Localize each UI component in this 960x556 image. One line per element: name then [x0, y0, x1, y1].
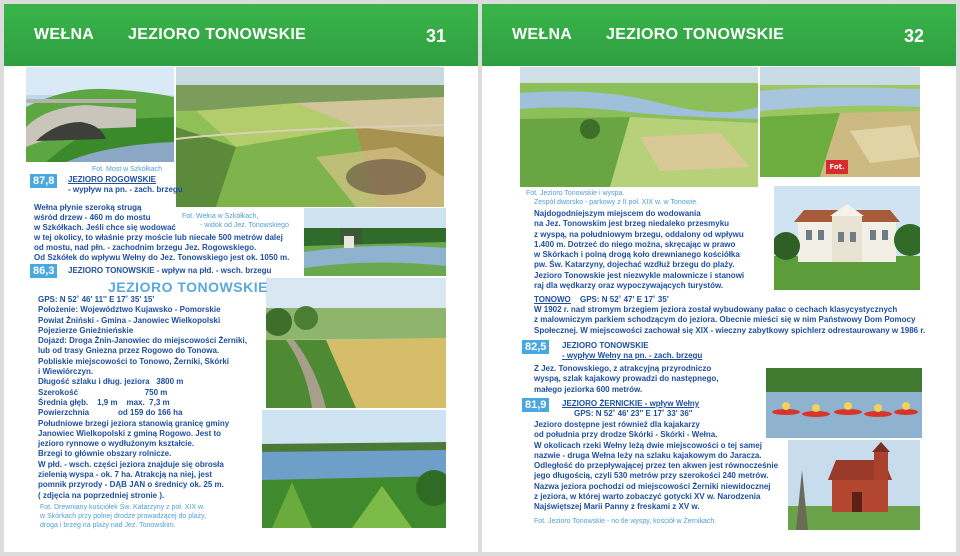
p1-line: pw. Św. Katarzyny, dojechać wzdłuż brzegu do plaży.	[534, 260, 735, 270]
river-photo	[304, 208, 446, 276]
p4-line: Jezioro dostępne jest również dla kajakarzy	[534, 420, 700, 429]
info-line: Średnia głęb. 1,9 m max. 7,3 m	[38, 397, 170, 407]
p4-line: Najświętszej Marii Panny z freskami z XV w.	[534, 502, 700, 512]
intro-line-6: Od Szkółek do wpływu Wełny do Jez. Tonowskiego jest ok. 1050 m.	[34, 253, 290, 262]
right-page-header	[482, 4, 956, 66]
p4-line: W okolicach rzeki Wełny leżą dwie miejscowości o tej samej	[534, 440, 762, 450]
p4-line: Odległość do przepływającej przez ten akwen jest równocześnie	[534, 461, 779, 471]
p4-line: jego długością, czyli 530 metrów przy szerokości 240 metrów.	[534, 471, 769, 481]
info-line: Pojezierze Gnieźnieńskie	[38, 325, 134, 335]
bridge-photo	[26, 67, 174, 162]
km2-label: JEZIORO TONOWSKIE - wpływ na płd. - wsch. brzegu	[68, 266, 272, 275]
p1-line: na Jez. Tonowskim jest brzeg niedaleko przesmyku	[534, 219, 730, 229]
header-lake: JEZIORO TONOWSKIE	[128, 26, 307, 43]
church-photo	[788, 440, 920, 530]
palace-photo	[774, 186, 920, 290]
left-page	[4, 4, 478, 552]
km1-sub: - wypływ na pn. - zach. brzegu	[68, 185, 183, 194]
info-line: Południowe brzegi jeziora stanowią granicę gminy	[38, 418, 230, 428]
paragraph-2	[534, 305, 925, 336]
info-line: lub od trasy Gniezna przez Rogowo do Tonowa.	[38, 346, 220, 356]
p4-line: nazwie - druga Wełna leży na szlaku kajakowym do Jaracza.	[534, 450, 762, 460]
bottom-caption-3: droga i brzeg na plaży nad Jez. Tonowskim.	[40, 522, 176, 529]
info-line: ( zdjęcia na poprzedniej stronie ).	[38, 490, 165, 500]
info-line: Janowiec Wielkopolski z gminą Rogowo. Jest to	[38, 428, 222, 438]
header-lake: JEZIORO TONOWSKIE	[606, 26, 785, 43]
intro-line-4: w tej okolicy, to właśnie przy moście lub niecałe 500 metrów dalej	[34, 233, 283, 242]
km4-gps: GPS: N 52˚ 46' 23'' E 17˚ 33' 36''	[574, 409, 693, 418]
intro-line-2: wśród drzew - 460 m do mostu	[34, 213, 151, 222]
info-line: Brzegi to głównie obszary rolnicze.	[38, 449, 172, 459]
bottom-caption: Fot. Jezioro Tonowskie - no tle wyspy, kościół w Żernikach.	[534, 518, 717, 525]
km3-sub: - wypływ Wełny na pn. - zach. brzegu	[562, 351, 703, 360]
info-line: jezioro rynnowe o wydłużonym kształcie.	[38, 439, 195, 449]
tonowo-label: TONOWO	[534, 295, 571, 304]
top-caption-1: Fot. Jezioro Tonowskie i wyspa.	[526, 190, 625, 197]
top-caption-2: Zespół dworsko - parkowy z II poł. XIX w. w Tonowie.	[534, 199, 699, 206]
info-line: GPS: N 52˚ 46' 11'' E 17˚ 35' 15'	[38, 295, 155, 304]
p3-line: wyspą, szlak kajakowy prowadzi do następnego,	[534, 374, 719, 384]
p1-line: Najdogodniejszym miejscem do wodowania	[534, 209, 701, 218]
lake-info	[38, 295, 266, 501]
lake-photo	[262, 410, 446, 528]
p3-line: małego jeziorka 600 metrów.	[534, 384, 643, 394]
km3-label: JEZIORO TONOWSKIE	[562, 341, 649, 350]
p1-line: raj dla wędkarzy oraz wypoczywających turystów.	[534, 281, 724, 291]
p1-line: Jezioro Tonowskie jest niezwykle malownicze i stanowi	[534, 270, 745, 280]
info-line: W płd. - wsch. części jeziora znajduje się obrosła	[38, 459, 224, 469]
p2-line: Społecznej. W miejscowości zachował się XIX - wieczny zabytkowy spichlerz odrestaurowany w 1986 r.	[534, 325, 926, 335]
bottom-caption-2: w Skórkach przy polnej drodze prowadzącej do plaży,	[40, 513, 207, 520]
page-number: 32	[903, 26, 924, 46]
road-photo	[266, 278, 446, 408]
aerial-photo-1	[176, 67, 444, 207]
info-line: pomnik przyrody - DĄB JAN o średnicy ok. 25 m.	[38, 480, 224, 490]
header-river: WEŁNA	[34, 26, 95, 43]
p4-line: Nazwa jeziora pochodzi od miejscowości Żerniki niewidocznej	[534, 481, 771, 491]
lake-title: JEZIORO TONOWSKIE	[108, 279, 268, 295]
paragraph-1	[534, 209, 744, 291]
info-line: Długość szlaku i dług. jeziora 3800 m	[38, 377, 184, 387]
info-line: Położenie: Województwo Kujawsko - Pomorskie	[38, 305, 221, 315]
info-line: Dojazd: Droga Żnin-Janowiec do miejscowości Żerniki,	[38, 336, 247, 346]
bridge-photo-caption: Fot. Most w Szkółkach	[92, 166, 163, 173]
photo-logo: Fot. M.N.	[826, 160, 848, 174]
info-line: Powiat Żniński - Gmina - Janowiec Wielkopolski	[38, 315, 221, 325]
p1-line: 1.400 m. Dotrzeć do niego można, skręcając w prawo	[534, 239, 736, 249]
left-page-header	[4, 4, 478, 66]
kayaks-photo	[766, 368, 922, 438]
header-river: WEŁNA	[512, 26, 573, 43]
bottom-caption-1: Fot. Drewniany kościółek Św. Katarzyny z poł. XIX w.	[40, 504, 205, 511]
p4-line: od południa przy drodze Skórki - Skórki - Wełna.	[534, 430, 718, 440]
km-marker-82-5: 82,5	[522, 340, 549, 354]
info-line: Szerokość 750 m	[38, 387, 168, 397]
km1-label: JEZIORO ROGOWSKIE	[68, 175, 157, 184]
info-line: Pobliskie miejscowości to Tonowo, Żerniki, Skórki	[38, 356, 230, 366]
tonowo-gps: GPS: N 52˚ 47' E 17˚ 35'	[580, 295, 669, 304]
paragraph-4	[534, 420, 778, 513]
info-line: i Wiewiórczyn.	[38, 367, 94, 377]
intro-line-1: Wełna płynie szeroką strugą	[34, 203, 142, 212]
intro-line-3: w Szkółkach. Jeśli chce się wodować	[34, 223, 176, 232]
p2-line: z malowniczym parkiem schodzącym do jeziora. Obecnie mieści się w nim Państwowy Dom Pomocy	[534, 315, 916, 325]
p3-line: Z Jez. Tonowskiego, z atrakcyjną przyrodniczo	[534, 364, 712, 373]
photo2-caption-2: - widok od Jez. Tonowskiego	[200, 222, 289, 229]
paragraph-3	[534, 364, 719, 395]
photo2-caption: Fot. Wełna w Szkółkach,	[182, 213, 259, 220]
right-page	[482, 4, 956, 552]
p2-line: W 1902 r. nad stromym brzegiem jeziora został wybudowany pałac o cechach klasycystycznych	[534, 305, 898, 314]
km-marker-86-3: 86,3	[30, 264, 57, 278]
aerial-photo-lake	[520, 67, 758, 187]
p1-line: w Skórkach i polną drogą koło drewnianego kościółka	[534, 250, 740, 260]
km-marker-87-8: 87,8	[30, 174, 57, 188]
info-line: Powierzchnia od 159 do 166 ha	[38, 408, 183, 418]
km4-label: JEZIORO ŻERNICKIE - wpływ Wełny	[562, 399, 700, 408]
p4-line: z jeziora, w której warto zobaczyć gotycki XV w. Narodzenia	[534, 492, 761, 502]
km-marker-81-9: 81,9	[522, 398, 549, 412]
intro-line-5: od mostu, nad płn. - zachodnim brzegu Jez. Rogowskiego.	[34, 243, 257, 252]
page-number: 31	[425, 26, 446, 46]
p1-line: z wyspą, na południowym brzegu, oddalony od wpływu	[534, 229, 744, 239]
info-line: zielenią wyspa - ok. 7 ha. Atrakcją na niej, jest	[38, 470, 212, 480]
